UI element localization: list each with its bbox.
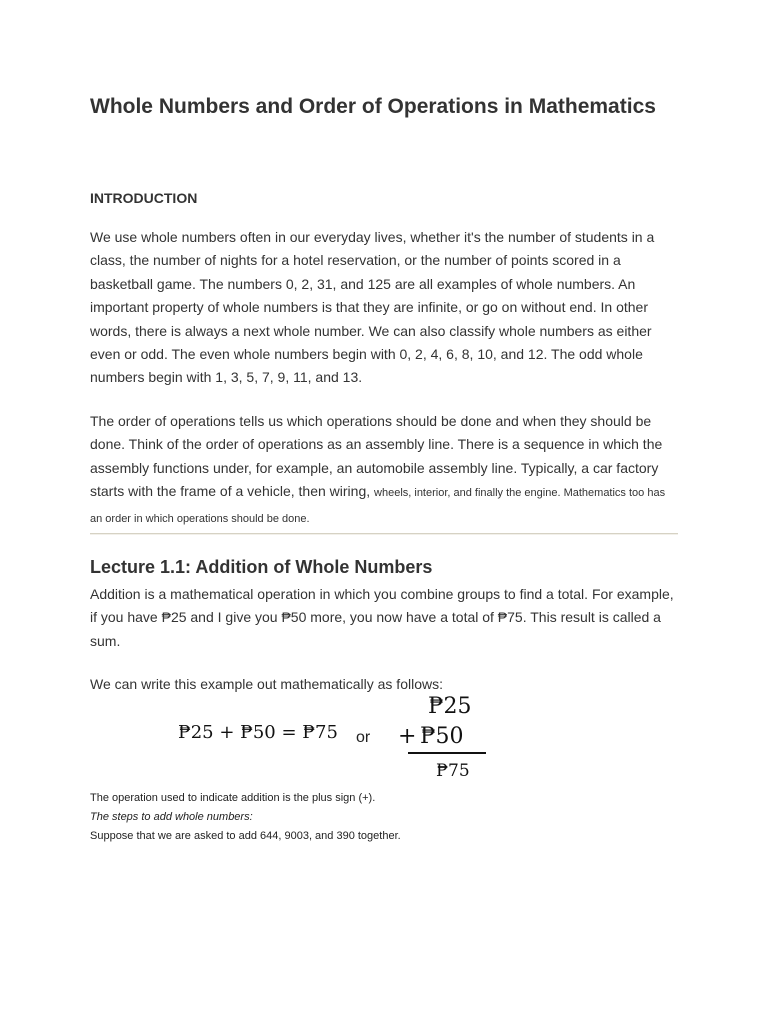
vertical-sum-result: ₱75 (436, 761, 470, 781)
lecture-heading: Lecture 1.1: Addition of Whole Numbers (90, 557, 433, 577)
introduction-heading: INTRODUCTION (90, 190, 198, 206)
addition-paragraph-1: Addition is a mathematical operation in which you combine groups to find a total. For example, if you have ₱25 and I give you ₱50 more, you now have a total of ₱75. This result is called a sum. (90, 586, 674, 649)
vertical-addition (398, 694, 488, 784)
document-title: Whole Numbers and Order of Operations in Mathematics (90, 95, 656, 118)
suppose-note: Suppose that we are asked to add 644, 9003, and 390 together. (90, 830, 401, 842)
or-label: or (356, 729, 371, 746)
inline-equation: ₱25 + ₱50 = ₱75 (178, 722, 338, 743)
vertical-addend-bottom: ₱50 (420, 724, 464, 749)
introduction-paragraph-2-main: The order of operations tells us which operations should be done and when they should be done. Think of the order of operations as an assembly line. There is a sequence in which the assembly functions under, for example, an automobile assembly line. Typically, a car factory starts with the frame of a vehicle, then wiring, (90, 413, 663, 500)
introduction-paragraph-2-small: wheels, interior, and finally the engine. Mathematics too has an order in which operations should be done. (90, 487, 666, 525)
steps-note: The steps to add whole numbers: (90, 811, 253, 823)
introduction-paragraph-1: We use whole numbers often in our everyday lives, whether it's the number of students in a class, the number of nights for a hotel reservation, or the number of points scored in a basketball game. The numbers 0, 2, 31, and 125 are all examples of whole numbers. An important property of whole numbers is that they are infinite, or go on without end. In other words, there is always a next whole number. We can also classify whole numbers as either even or odd. The even whole numbers begin with 0, 2, 4, 6, 8, 10, and 12. The odd whole numbers begin with 1, 3, 5, 7, 9, 11, and 13. (90, 229, 655, 386)
vertical-addend-top: ₱25 (428, 694, 472, 719)
introduction-paragraph-2 (90, 410, 680, 531)
section-divider (90, 533, 678, 535)
vertical-sum-rule (408, 752, 486, 754)
plus-sign-note: The operation used to indicate addition is the plus sign (+). (90, 792, 376, 804)
addition-paragraph-2: We can write this example out mathematically as follows: (90, 676, 443, 692)
vertical-plus-sign: + (398, 724, 417, 749)
